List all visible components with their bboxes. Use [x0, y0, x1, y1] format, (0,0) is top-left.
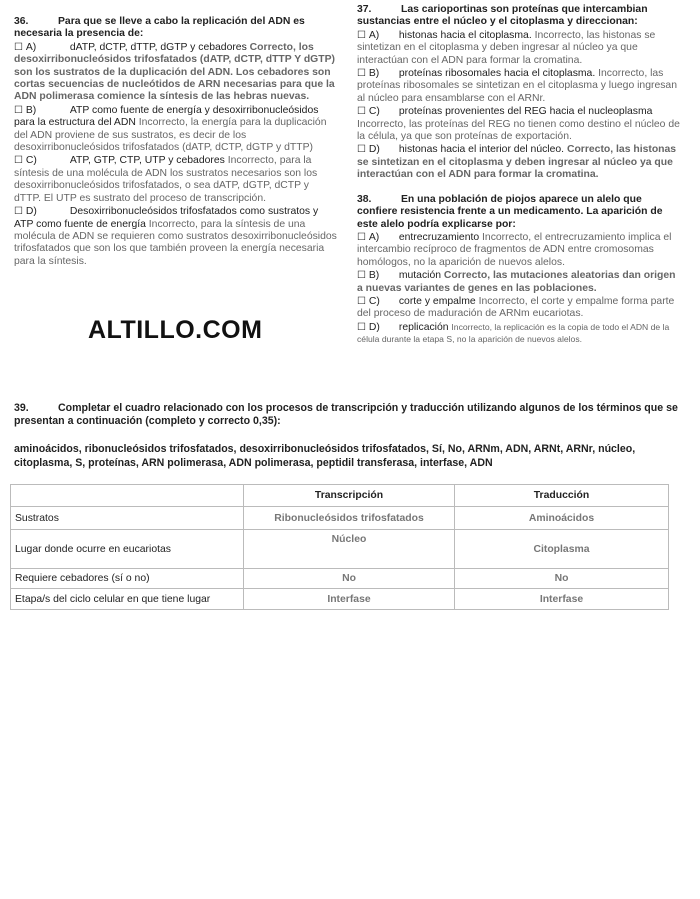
- option-text: replicación: [398, 321, 449, 333]
- option-letter: D): [368, 321, 380, 333]
- checkbox-icon[interactable]: ☐: [357, 295, 366, 307]
- checkbox-icon[interactable]: ☐: [357, 29, 366, 41]
- option-feedback: Incorrecto, la replicación es la copia de todo el ADN de la célula durante la etapa S, no la aparición de nuevos alelos.: [357, 321, 670, 345]
- site-logo: ALTILLO.COM: [88, 316, 263, 344]
- table-header-cell: [11, 485, 244, 507]
- option-36-d[interactable]: [14, 206, 338, 268]
- checkbox-icon[interactable]: ☐: [357, 68, 366, 80]
- checkbox-icon[interactable]: ☐: [357, 270, 366, 282]
- table-row: [11, 530, 669, 569]
- option-text: Desoxirribonucleósidos trifosfatados como sustratos y ATP como fuente de energía: [14, 206, 319, 230]
- option-letter: C): [25, 155, 37, 167]
- option-feedback: Incorrecto, las proteínas ribosomales se sintetizan en el citoplasma y luego ingresan al núcleo para ensamblarse con el ARNr.: [357, 68, 677, 104]
- checkbox-icon[interactable]: ☐: [357, 231, 366, 243]
- answer-cell[interactable]: No: [244, 569, 455, 589]
- answer-cell[interactable]: Interfase: [455, 589, 669, 610]
- row-label: Sustratos: [11, 507, 244, 530]
- option-38-c[interactable]: [357, 296, 681, 321]
- question-number: 37.: [357, 4, 372, 15]
- question-number: 38.: [357, 193, 372, 205]
- row-label: Etapa/s del ciclo celular en que tiene lugar: [11, 589, 244, 610]
- checkbox-icon[interactable]: ☐: [14, 41, 23, 53]
- option-letter: B): [25, 104, 37, 116]
- checkbox-icon[interactable]: ☐: [357, 144, 366, 156]
- option-text: dATP, dCTP, dTTP, dGTP y cebadores: [69, 41, 247, 53]
- option-38-d[interactable]: [357, 322, 681, 347]
- option-text: ATP como fuente de energía y desoxirribonucleósidos para la estructura del ADN: [14, 104, 319, 129]
- question-38: [357, 194, 681, 347]
- option-letter: C): [368, 295, 380, 307]
- option-37-d[interactable]: [357, 144, 681, 181]
- option-37-a[interactable]: [357, 30, 681, 67]
- option-letter: A): [368, 29, 380, 41]
- term-list: aminoácidos, ribonucleósidos trifosfatados, desoxirribonucleósidos trifosfatados, Sí, No, ARNm, ADN, ARNt, ARNr, núcleo, citoplasma, S, proteínas, ARN polimerasa, ADN polimerasa, peptidil transferasa, interfase, ADN: [14, 443, 636, 469]
- option-letter: B): [368, 68, 380, 80]
- option-text: histonas hacia el interior del núcleo.: [398, 144, 565, 156]
- option-letter: A): [25, 41, 37, 53]
- row-label: Lugar donde ocurre en eucariotas: [11, 530, 244, 569]
- option-letter: D): [25, 206, 37, 218]
- table-row: [11, 569, 669, 589]
- option-text: entrecruzamiento: [398, 231, 480, 243]
- answer-cell[interactable]: Núcleo: [244, 530, 455, 569]
- question-text: En una población de piojos aparece un alelo que confiere resistencia frente a un medicamento. La aparición de este alelo podría explicarse por:: [357, 193, 663, 230]
- option-text: mutación: [398, 270, 442, 282]
- option-feedback: Correcto, las mutaciones aleatorias dan origen a nuevas variantes de genes en las poblaciones.: [357, 270, 676, 294]
- option-text: corte y empalme: [398, 295, 476, 307]
- question-36-title: [14, 16, 338, 41]
- answer-cell[interactable]: Ribonucleósidos trifosfatados: [244, 507, 455, 530]
- answer-table: [10, 484, 669, 610]
- checkbox-icon[interactable]: ☐: [357, 321, 366, 333]
- table-header-row: [11, 485, 669, 507]
- option-feedback: Incorrecto, para la síntesis de una molécula de ADN los sustratos necesarios son los desoxirribonucleósidos trifosfatados, o sea dATP, dGTP, dCTP y dTTP. El UTP es sustrato del proceso de transcripción.: [14, 155, 318, 204]
- option-text: proteínas ribosomales hacia el citoplasma.: [398, 68, 596, 80]
- option-36-c[interactable]: [14, 155, 338, 205]
- question-37: [357, 4, 681, 182]
- option-text: proteínas provenientes del REG hacia el nucleoplasma: [398, 106, 653, 118]
- checkbox-icon[interactable]: ☐: [14, 104, 23, 116]
- option-37-c[interactable]: [357, 106, 681, 143]
- option-feedback: Incorrecto, para la síntesis de una molécula de ADN se requieren como sustratos desoxirribonucleósidos trifosfatados que son los que también proveen la energía necesaria para la síntesis.: [14, 218, 337, 267]
- table-row: [11, 589, 669, 610]
- table-row: [11, 507, 669, 530]
- question-36: [14, 16, 338, 268]
- right-column: [357, 4, 681, 347]
- option-37-b[interactable]: [357, 68, 681, 105]
- option-letter: D): [368, 144, 380, 156]
- table-header-cell: Transcripción: [244, 485, 455, 507]
- table-header-cell: Traducción: [455, 485, 669, 507]
- question-text: Completar el cuadro relacionado con los procesos de transcripción y traducción utilizando algunos de los términos que se presentan a continuación (completo y correcto 0,35):: [14, 402, 678, 427]
- answer-cell[interactable]: Citoplasma: [455, 530, 669, 569]
- option-38-b[interactable]: [357, 270, 681, 295]
- question-number: 39.: [14, 402, 29, 414]
- option-letter: B): [368, 270, 380, 282]
- option-feedback: Incorrecto, las histonas se sintetizan en el citoplasma y deben ingresar al núcleo ya que interactúan con el ADN para formar la cromatina.: [357, 29, 656, 66]
- option-36-a[interactable]: [14, 42, 338, 104]
- checkbox-icon[interactable]: ☐: [14, 155, 23, 167]
- option-text: ATP, GTP, CTP, UTP y cebadores: [69, 155, 225, 167]
- answer-cell[interactable]: No: [455, 569, 669, 589]
- option-feedback: Incorrecto, la energía para la duplicación del ADN proviene de sus sustratos, es decir de los desoxirribonucleósidos trifosfatados (dATP, dCTP, dGTP y dTTP): [14, 117, 327, 154]
- option-letter: C): [368, 106, 380, 118]
- question-number: 36.: [14, 16, 29, 27]
- checkbox-icon[interactable]: ☐: [357, 106, 366, 118]
- question-text: Para que se lleve a cabo la replicación del ADN es necesaria la presencia de:: [14, 16, 305, 40]
- option-feedback: Correcto, los desoxirribonucleósidos trifosfatados (dATP, dCTP, dTTP Y dGTP) son los sustratos de la duplicación del ADN. Los cebadores son cortas secuencias de nucleótidos de ARN necesarias para que la ADN polimerasa comience la síntesis de las hebras nuevas.: [14, 41, 336, 103]
- option-letter: A): [368, 231, 380, 243]
- question-37-title: [357, 4, 681, 29]
- row-label: Requiere cebadores (sí o no): [11, 569, 244, 589]
- question-38-title: [357, 194, 681, 231]
- option-38-a[interactable]: [357, 232, 681, 269]
- question-39-title: [14, 402, 686, 428]
- option-feedback: Incorrecto, las proteínas del REG no tienen como destino el núcleo de la célula, ya que son proteínas de exportación.: [357, 118, 680, 143]
- option-feedback: Correcto, las histonas se sintetizan en el citoplasma y deben ingresar al núcleo ya que interactúan con el ADN para formar la cromatina.: [357, 144, 677, 181]
- question-text: Las carioportinas son proteínas que intercambian sustancias entre el núcleo y el citoplasma y direccionan:: [357, 4, 648, 28]
- option-feedback: Incorrecto, el corte y empalme forma parte del proceso de maduración de ARNm eucariotas.: [357, 295, 675, 320]
- option-feedback: Incorrecto, el entrecruzamiento implica el intercambio recíproco de fragmentos de ADN entre cromosomas homólogos, no la aparición de nuevos alelos.: [357, 231, 672, 268]
- checkbox-icon[interactable]: ☐: [14, 206, 23, 218]
- answer-cell[interactable]: Aminoácidos: [455, 507, 669, 530]
- option-text: histonas hacia el citoplasma.: [398, 29, 532, 41]
- answer-cell[interactable]: Interfase: [244, 589, 455, 610]
- option-36-b[interactable]: [14, 105, 338, 155]
